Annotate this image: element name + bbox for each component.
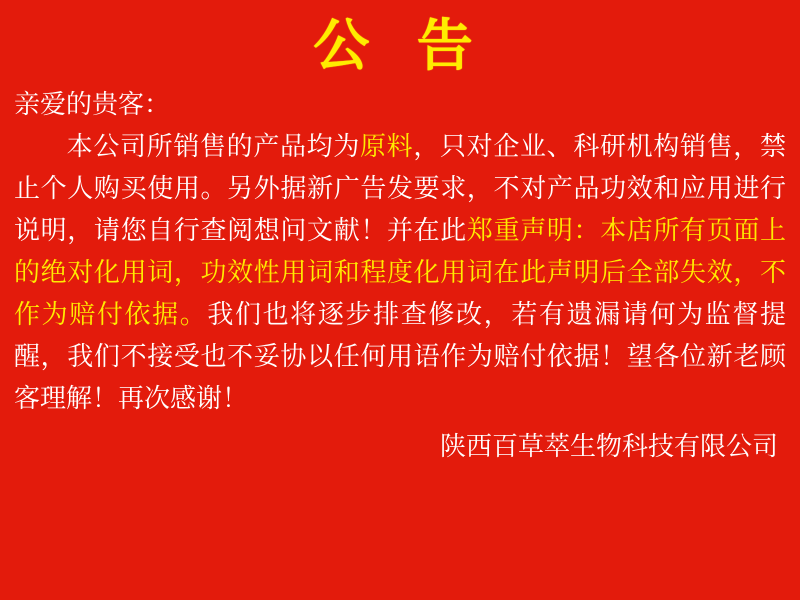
body-segment-2: ，只对企业、科研机构销售，禁止个人购买使用。另外据新广告发要求，不对产品功效和应用进行说明，请您自行查阅想问文献！并在此 (14, 131, 786, 246)
highlight-raw-material: 原料 (359, 131, 414, 162)
body-segment-3: 我们也将逐步排查修改，若有遗漏请何为监督提醒，我们不接受也不妥协以任何用语作为赔付依据！望各位新老顾客理解！再次感谢！ (14, 300, 786, 415)
body-segment-1: 本公司所销售的产品均为 (66, 131, 360, 162)
highlight-solemn-declaration: 郑重声明：本店所有页面上的绝对化用词，功效性用词和程度化用词在此声明后全部失效，不作为赔付依据。 (14, 215, 786, 331)
page-title: 公 告 (313, 14, 487, 79)
announcement-body (0, 126, 800, 421)
company-signature: 陕西百草萃生物科技有限公司 (439, 432, 778, 463)
salutation-text: 亲爱的贵客： (14, 89, 171, 120)
